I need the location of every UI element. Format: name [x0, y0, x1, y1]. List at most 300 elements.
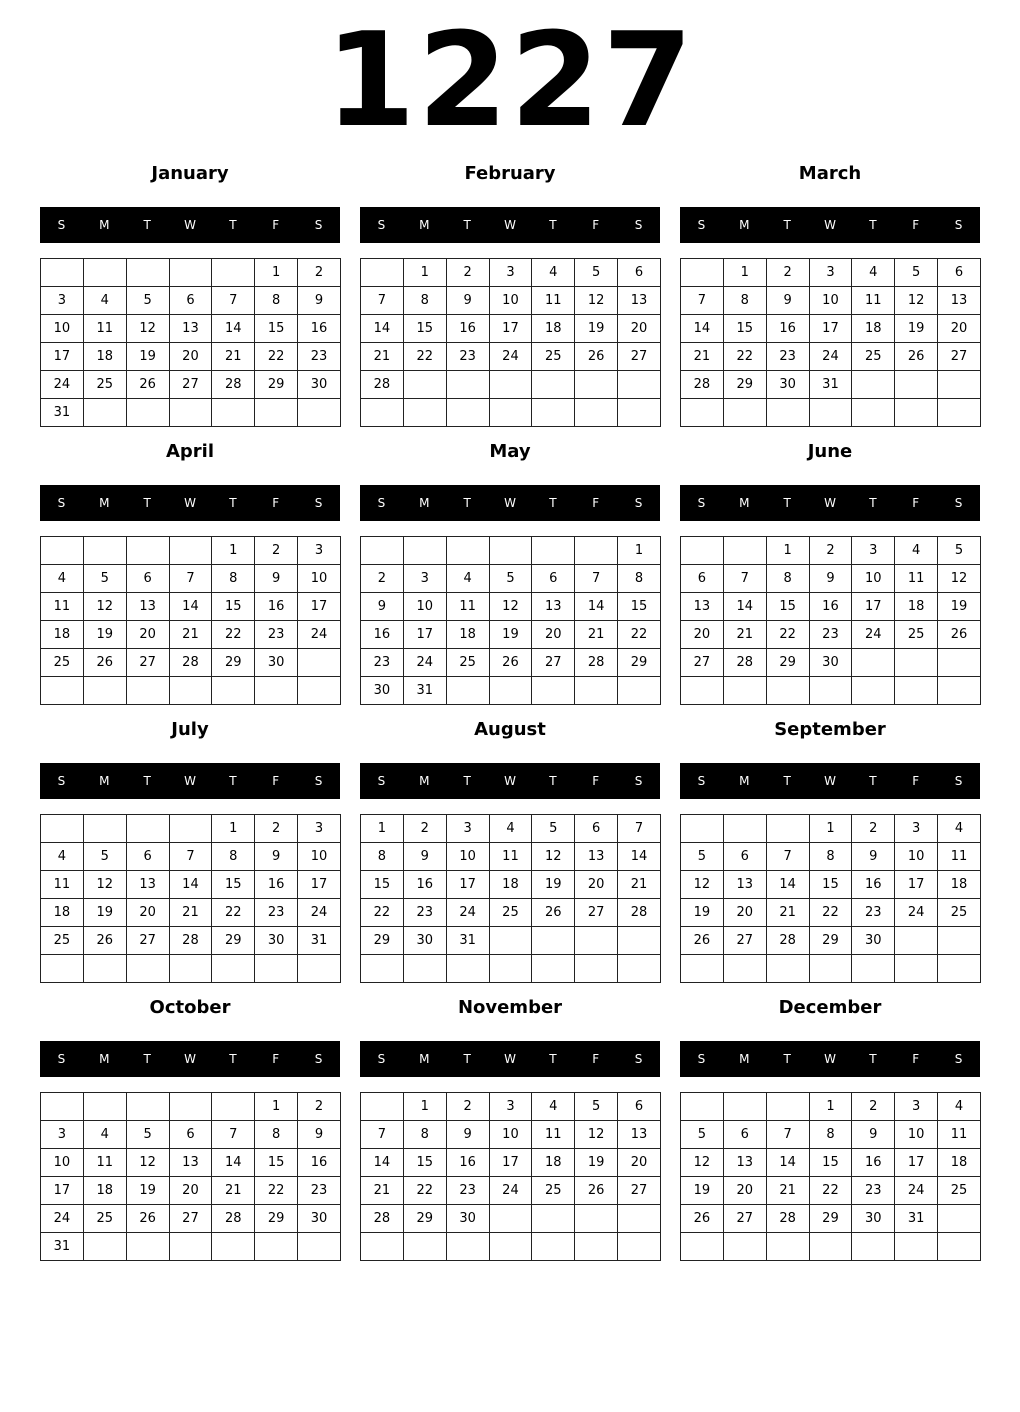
day-cell: 31 — [446, 927, 489, 955]
day-cell: 20 — [126, 899, 169, 927]
day-cell: 18 — [532, 1149, 575, 1177]
day-cell: 14 — [681, 315, 724, 343]
day-cell: 22 — [212, 899, 255, 927]
day-cell: 30 — [446, 1205, 489, 1233]
day-cell: 21 — [618, 871, 661, 899]
weekday-header — [360, 485, 660, 521]
day-cell: 5 — [532, 815, 575, 843]
day-cell: 25 — [83, 1205, 126, 1233]
day-cell: 7 — [169, 843, 212, 871]
day-cell: 16 — [809, 593, 852, 621]
week-row — [681, 899, 981, 927]
empty-day-cell — [361, 537, 404, 565]
day-cell: 1 — [361, 815, 404, 843]
day-cell: 31 — [41, 1233, 84, 1261]
weekday-header — [680, 207, 980, 243]
day-cell: 25 — [895, 621, 938, 649]
day-cell: 14 — [575, 593, 618, 621]
day-cell: 1 — [212, 537, 255, 565]
empty-day-cell — [723, 1233, 766, 1261]
day-cell: 30 — [809, 649, 852, 677]
day-cell: 19 — [126, 1177, 169, 1205]
day-cell: 16 — [852, 1149, 895, 1177]
day-cell: 28 — [723, 649, 766, 677]
weekday-label: T — [463, 1052, 471, 1066]
empty-day-cell — [169, 1093, 212, 1121]
empty-day-cell — [298, 955, 341, 983]
week-row — [681, 565, 981, 593]
day-cell: 12 — [489, 593, 532, 621]
day-cell: 31 — [809, 371, 852, 399]
day-cell: 4 — [41, 565, 84, 593]
empty-day-cell — [895, 955, 938, 983]
empty-day-cell — [83, 537, 126, 565]
weekday-label: F — [912, 496, 920, 510]
day-cell: 2 — [852, 815, 895, 843]
day-cell: 11 — [446, 593, 489, 621]
weekday-label: S — [314, 774, 323, 788]
day-cell: 1 — [809, 815, 852, 843]
empty-day-cell — [618, 399, 661, 427]
day-cell: 24 — [895, 1177, 938, 1205]
empty-day-cell — [895, 677, 938, 705]
month-title: September — [774, 719, 886, 740]
week-row — [681, 315, 981, 343]
day-cell: 30 — [361, 677, 404, 705]
weekday-label: M — [739, 774, 750, 788]
day-cell: 8 — [809, 1121, 852, 1149]
empty-day-cell — [169, 259, 212, 287]
empty-day-cell — [83, 259, 126, 287]
weekday-label: T — [869, 496, 877, 510]
empty-day-cell — [403, 371, 446, 399]
weekday-label: M — [419, 774, 430, 788]
weekday-label: S — [697, 774, 706, 788]
day-cell: 26 — [126, 1205, 169, 1233]
weekday-label: T — [783, 774, 791, 788]
weekday-label: T — [143, 1052, 151, 1066]
week-row — [361, 1121, 661, 1149]
day-cell: 11 — [41, 871, 84, 899]
day-cell: 14 — [361, 1149, 404, 1177]
day-cell: 23 — [403, 899, 446, 927]
day-grid — [680, 1092, 981, 1261]
empty-day-cell — [938, 399, 981, 427]
month-title: January — [151, 163, 229, 184]
day-cell: 5 — [575, 259, 618, 287]
week-row — [361, 649, 661, 677]
day-cell: 14 — [169, 593, 212, 621]
day-cell: 2 — [255, 815, 298, 843]
week-row — [361, 1093, 661, 1121]
day-cell: 12 — [532, 843, 575, 871]
week-row — [361, 1177, 661, 1205]
weekday-label: M — [99, 496, 110, 510]
day-cell: 29 — [403, 1205, 446, 1233]
day-cell: 18 — [938, 871, 981, 899]
day-cell: 1 — [766, 537, 809, 565]
weekday-label: S — [954, 218, 963, 232]
day-cell: 25 — [446, 649, 489, 677]
month-title: May — [489, 441, 531, 462]
day-cell: 29 — [212, 927, 255, 955]
weekday-label: W — [824, 1052, 836, 1066]
day-cell: 21 — [575, 621, 618, 649]
day-cell: 19 — [83, 899, 126, 927]
day-cell: 9 — [809, 565, 852, 593]
day-cell: 11 — [938, 1121, 981, 1149]
day-cell: 19 — [83, 621, 126, 649]
empty-day-cell — [938, 927, 981, 955]
weekday-label: F — [272, 218, 280, 232]
day-cell: 29 — [212, 649, 255, 677]
day-cell: 7 — [361, 287, 404, 315]
day-grid — [360, 258, 661, 427]
week-row — [41, 343, 341, 371]
day-cell: 25 — [938, 1177, 981, 1205]
empty-day-cell — [212, 399, 255, 427]
day-cell: 9 — [298, 287, 341, 315]
day-cell: 15 — [212, 593, 255, 621]
empty-day-cell — [169, 399, 212, 427]
day-cell: 1 — [255, 259, 298, 287]
month-title: August — [474, 719, 546, 740]
empty-day-cell — [681, 259, 724, 287]
empty-day-cell — [255, 677, 298, 705]
day-cell: 17 — [298, 871, 341, 899]
empty-day-cell — [126, 1093, 169, 1121]
day-cell: 11 — [532, 287, 575, 315]
day-cell: 13 — [618, 287, 661, 315]
week-row — [681, 1121, 981, 1149]
weekday-label: S — [697, 496, 706, 510]
day-cell: 14 — [618, 843, 661, 871]
weekday-label: S — [314, 496, 323, 510]
weekday-label: S — [634, 496, 643, 510]
weekday-label: W — [184, 218, 196, 232]
day-cell: 8 — [403, 287, 446, 315]
weekday-label: T — [143, 218, 151, 232]
week-row — [361, 1149, 661, 1177]
day-cell: 20 — [169, 1177, 212, 1205]
weekday-label: S — [314, 218, 323, 232]
empty-day-cell — [618, 371, 661, 399]
day-cell: 28 — [618, 899, 661, 927]
empty-day-cell — [298, 399, 341, 427]
empty-day-cell — [723, 1093, 766, 1121]
day-cell: 10 — [298, 565, 341, 593]
day-grid — [40, 1092, 341, 1261]
day-cell: 28 — [212, 371, 255, 399]
week-row — [41, 621, 341, 649]
weekday-label: F — [592, 774, 600, 788]
day-cell: 7 — [618, 815, 661, 843]
day-cell: 19 — [532, 871, 575, 899]
day-cell: 29 — [255, 371, 298, 399]
day-cell: 9 — [446, 287, 489, 315]
empty-day-cell — [83, 1233, 126, 1261]
empty-day-cell — [575, 537, 618, 565]
day-cell: 12 — [938, 565, 981, 593]
empty-day-cell — [489, 677, 532, 705]
day-cell: 3 — [298, 815, 341, 843]
empty-day-cell — [618, 955, 661, 983]
day-cell: 18 — [83, 343, 126, 371]
day-cell: 4 — [852, 259, 895, 287]
day-cell: 11 — [83, 1149, 126, 1177]
day-cell: 12 — [895, 287, 938, 315]
day-cell: 2 — [766, 259, 809, 287]
day-cell: 16 — [255, 593, 298, 621]
week-row — [681, 815, 981, 843]
day-cell: 16 — [403, 871, 446, 899]
week-row — [681, 677, 981, 705]
day-cell: 13 — [532, 593, 575, 621]
day-cell: 13 — [575, 843, 618, 871]
empty-day-cell — [298, 677, 341, 705]
day-cell: 20 — [681, 621, 724, 649]
day-cell: 13 — [169, 315, 212, 343]
weekday-label: T — [783, 218, 791, 232]
day-cell: 20 — [532, 621, 575, 649]
empty-day-cell — [126, 537, 169, 565]
day-cell: 30 — [255, 927, 298, 955]
day-grid — [680, 258, 981, 427]
empty-day-cell — [681, 815, 724, 843]
week-row — [681, 259, 981, 287]
day-cell: 11 — [489, 843, 532, 871]
day-cell: 10 — [895, 1121, 938, 1149]
empty-day-cell — [489, 537, 532, 565]
empty-day-cell — [489, 399, 532, 427]
week-row — [681, 1177, 981, 1205]
day-cell: 5 — [126, 1121, 169, 1149]
day-cell: 28 — [766, 1205, 809, 1233]
day-cell: 14 — [212, 315, 255, 343]
weekday-label: W — [184, 1052, 196, 1066]
empty-day-cell — [681, 1233, 724, 1261]
weekday-label: T — [229, 496, 237, 510]
day-cell: 6 — [681, 565, 724, 593]
day-cell: 13 — [723, 1149, 766, 1177]
week-row — [361, 593, 661, 621]
day-cell: 21 — [212, 343, 255, 371]
weekday-label: T — [549, 496, 557, 510]
day-cell: 24 — [895, 899, 938, 927]
weekday-label: S — [57, 774, 66, 788]
month-title: March — [798, 163, 862, 184]
empty-day-cell — [446, 677, 489, 705]
empty-day-cell — [126, 955, 169, 983]
empty-day-cell — [895, 399, 938, 427]
day-cell: 18 — [41, 899, 84, 927]
empty-day-cell — [41, 1093, 84, 1121]
empty-day-cell — [618, 677, 661, 705]
day-cell: 12 — [681, 1149, 724, 1177]
week-row — [41, 649, 341, 677]
weekday-label: S — [377, 1052, 386, 1066]
empty-day-cell — [575, 955, 618, 983]
empty-day-cell — [852, 399, 895, 427]
day-cell: 15 — [766, 593, 809, 621]
day-cell: 22 — [618, 621, 661, 649]
day-cell: 12 — [681, 871, 724, 899]
week-row — [361, 621, 661, 649]
week-row — [41, 371, 341, 399]
day-cell: 5 — [83, 565, 126, 593]
day-cell: 7 — [361, 1121, 404, 1149]
empty-day-cell — [681, 677, 724, 705]
day-cell: 15 — [723, 315, 766, 343]
empty-day-cell — [212, 677, 255, 705]
weekday-label: F — [592, 218, 600, 232]
day-cell: 22 — [255, 343, 298, 371]
day-cell: 2 — [298, 1093, 341, 1121]
empty-day-cell — [766, 399, 809, 427]
day-cell: 18 — [41, 621, 84, 649]
empty-day-cell — [41, 537, 84, 565]
empty-day-cell — [361, 259, 404, 287]
day-cell: 24 — [41, 1205, 84, 1233]
day-cell: 3 — [41, 287, 84, 315]
day-grid — [680, 814, 981, 983]
weekday-label: F — [272, 774, 280, 788]
day-cell: 5 — [895, 259, 938, 287]
day-cell: 15 — [255, 1149, 298, 1177]
day-cell: 28 — [575, 649, 618, 677]
empty-day-cell — [575, 1233, 618, 1261]
week-row — [361, 399, 661, 427]
day-cell: 9 — [852, 843, 895, 871]
week-row — [41, 927, 341, 955]
day-cell: 2 — [361, 565, 404, 593]
empty-day-cell — [895, 371, 938, 399]
weekday-header — [680, 485, 980, 521]
empty-day-cell — [169, 815, 212, 843]
day-cell: 8 — [212, 565, 255, 593]
week-row — [41, 677, 341, 705]
weekday-header — [360, 207, 660, 243]
day-cell: 24 — [298, 899, 341, 927]
week-row — [681, 343, 981, 371]
month-title: November — [457, 997, 563, 1018]
empty-day-cell — [852, 649, 895, 677]
day-cell: 17 — [895, 871, 938, 899]
empty-day-cell — [489, 1233, 532, 1261]
week-row — [681, 1233, 981, 1261]
empty-day-cell — [938, 677, 981, 705]
day-cell: 12 — [126, 1149, 169, 1177]
empty-day-cell — [766, 677, 809, 705]
empty-day-cell — [618, 1205, 661, 1233]
day-cell: 9 — [255, 843, 298, 871]
week-row — [41, 565, 341, 593]
day-cell: 10 — [852, 565, 895, 593]
day-cell: 13 — [723, 871, 766, 899]
day-cell: 2 — [403, 815, 446, 843]
empty-day-cell — [298, 649, 341, 677]
day-cell: 25 — [532, 343, 575, 371]
day-cell: 27 — [169, 1205, 212, 1233]
day-cell: 22 — [361, 899, 404, 927]
day-cell: 28 — [361, 371, 404, 399]
day-cell: 23 — [298, 343, 341, 371]
day-cell: 2 — [446, 1093, 489, 1121]
day-cell: 8 — [212, 843, 255, 871]
empty-day-cell — [852, 677, 895, 705]
day-cell: 2 — [809, 537, 852, 565]
day-cell: 10 — [41, 1149, 84, 1177]
empty-day-cell — [532, 927, 575, 955]
day-cell: 10 — [895, 843, 938, 871]
day-cell: 9 — [766, 287, 809, 315]
day-cell: 27 — [575, 899, 618, 927]
weekday-label: S — [57, 496, 66, 510]
week-row — [361, 565, 661, 593]
day-cell: 6 — [938, 259, 981, 287]
day-cell: 16 — [446, 1149, 489, 1177]
day-cell: 19 — [126, 343, 169, 371]
week-row — [41, 287, 341, 315]
day-cell: 17 — [489, 1149, 532, 1177]
empty-day-cell — [532, 1233, 575, 1261]
empty-day-cell — [723, 815, 766, 843]
day-cell: 15 — [255, 315, 298, 343]
day-cell: 24 — [809, 343, 852, 371]
week-row — [681, 593, 981, 621]
empty-day-cell — [938, 1205, 981, 1233]
weekday-label: F — [272, 496, 280, 510]
day-cell: 24 — [489, 1177, 532, 1205]
day-cell: 7 — [169, 565, 212, 593]
day-cell: 11 — [532, 1121, 575, 1149]
weekday-header — [40, 1041, 340, 1077]
week-row — [361, 1205, 661, 1233]
week-row — [41, 1177, 341, 1205]
weekday-label: W — [184, 496, 196, 510]
day-cell: 25 — [532, 1177, 575, 1205]
empty-day-cell — [169, 537, 212, 565]
day-cell: 10 — [489, 1121, 532, 1149]
day-cell: 17 — [852, 593, 895, 621]
weekday-label: F — [912, 1052, 920, 1066]
weekday-label: W — [504, 774, 516, 788]
day-cell: 25 — [852, 343, 895, 371]
day-cell: 19 — [681, 1177, 724, 1205]
weekday-label: T — [143, 496, 151, 510]
day-cell: 30 — [852, 927, 895, 955]
empty-day-cell — [532, 371, 575, 399]
empty-day-cell — [575, 399, 618, 427]
day-cell: 23 — [361, 649, 404, 677]
empty-day-cell — [489, 371, 532, 399]
empty-day-cell — [255, 399, 298, 427]
weekday-label: S — [954, 774, 963, 788]
day-cell: 23 — [766, 343, 809, 371]
day-cell: 4 — [938, 1093, 981, 1121]
day-grid — [40, 814, 341, 983]
day-cell: 17 — [489, 315, 532, 343]
weekday-label: W — [824, 218, 836, 232]
day-cell: 21 — [169, 899, 212, 927]
day-cell: 30 — [255, 649, 298, 677]
day-cell: 24 — [41, 371, 84, 399]
day-cell: 9 — [298, 1121, 341, 1149]
day-cell: 25 — [938, 899, 981, 927]
empty-day-cell — [532, 677, 575, 705]
day-cell: 18 — [938, 1149, 981, 1177]
day-cell: 21 — [766, 1177, 809, 1205]
